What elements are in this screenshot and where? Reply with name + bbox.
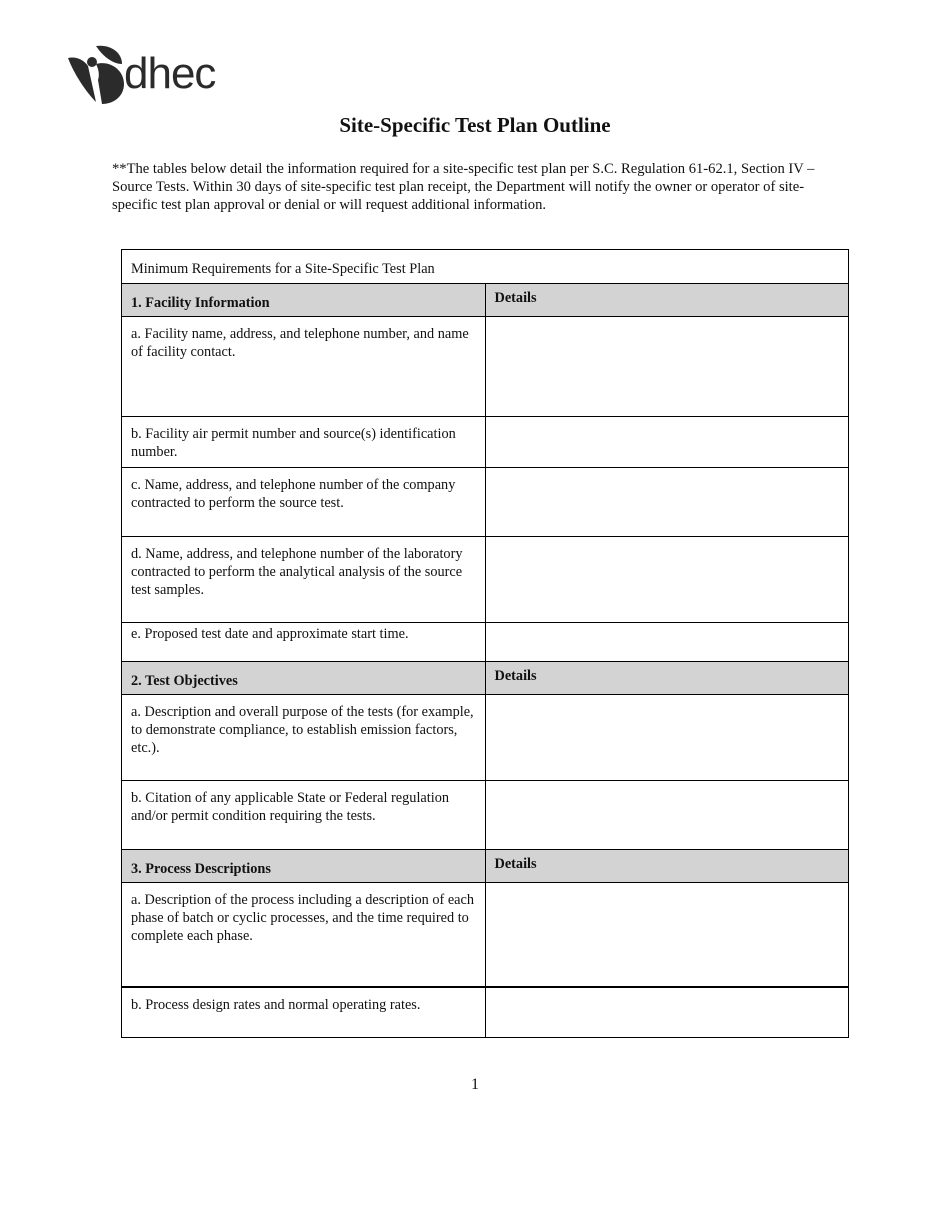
requirement-text: a. Description of the process including a description of each phase of batch or cyclic processes, and the time required to complete each phase. <box>131 892 475 944</box>
section-title-cell <box>122 662 486 695</box>
section-title: 2. Test Objectives <box>131 673 238 689</box>
section-title-cell <box>122 850 486 883</box>
details-input-cell[interactable] <box>485 883 849 987</box>
details-input-cell[interactable] <box>485 781 849 850</box>
details-input-cell[interactable] <box>485 537 849 623</box>
requirement-cell <box>122 883 486 987</box>
requirement-cell <box>122 468 486 537</box>
requirement-cell <box>122 417 486 468</box>
details-header: Details <box>494 290 537 306</box>
details-input-cell[interactable] <box>485 417 849 468</box>
details-header-cell <box>485 850 849 883</box>
table-caption-cell <box>122 250 849 284</box>
requirement-text: b. Process design rates and normal operating rates. <box>131 996 421 1013</box>
requirement-text: e. Proposed test date and approximate start time. <box>131 626 409 642</box>
requirement-cell <box>122 317 486 417</box>
requirement-text: a. Facility name, address, and telephone number, and name of facility contact. <box>131 326 469 360</box>
page-number: 1 <box>471 1076 479 1093</box>
dhec-logo <box>66 44 226 106</box>
table-caption: Minimum Requirements for a Site-Specific Test Plan <box>131 261 435 277</box>
details-input-cell[interactable] <box>485 623 849 662</box>
section-title-cell <box>122 284 486 317</box>
section-title: 3. Process Descriptions <box>131 861 271 877</box>
details-input-cell[interactable] <box>485 695 849 781</box>
page-title: Site-Specific Test Plan Outline <box>339 113 611 137</box>
requirement-cell <box>122 537 486 623</box>
details-input-cell[interactable] <box>485 317 849 417</box>
details-header-cell <box>485 284 849 317</box>
requirement-cell <box>122 987 486 1038</box>
requirements-table <box>121 249 849 1038</box>
requirement-cell <box>122 695 486 781</box>
section-title: 1. Facility Information <box>131 295 270 311</box>
details-input-cell[interactable] <box>485 468 849 537</box>
details-header-cell <box>485 662 849 695</box>
intro-paragraph: **The tables below detail the information required for a site-specific test plan per S.C. Regulation 61-62.1, Section IV – Source Tests. Within 30 days of site-specific test plan receipt, the Department will notify the owner or operator of site-specific test plan approval or denial or will request additional information. <box>112 161 815 213</box>
logo-wordmark: dhec <box>124 49 216 98</box>
requirement-text: b. Facility air permit number and source(s) identification number. <box>131 426 456 460</box>
requirement-cell <box>122 781 486 850</box>
requirement-text: d. Name, address, and telephone number of the laboratory contracted to perform the analytical analysis of the source test samples. <box>131 546 463 598</box>
details-input-cell[interactable] <box>485 987 849 1038</box>
details-header: Details <box>494 856 537 872</box>
dhec-leaf-figure-icon <box>66 44 126 106</box>
requirement-text: b. Citation of any applicable State or Federal regulation and/or permit condition requiring the tests. <box>131 790 450 824</box>
requirement-text: c. Name, address, and telephone number of the company contracted to perform the source test. <box>131 477 456 511</box>
requirement-text: a. Description and overall purpose of the tests (for example, to demonstrate compliance, to establish emission factors, etc.). <box>131 704 474 756</box>
details-header: Details <box>494 668 537 684</box>
requirement-cell <box>122 623 486 662</box>
